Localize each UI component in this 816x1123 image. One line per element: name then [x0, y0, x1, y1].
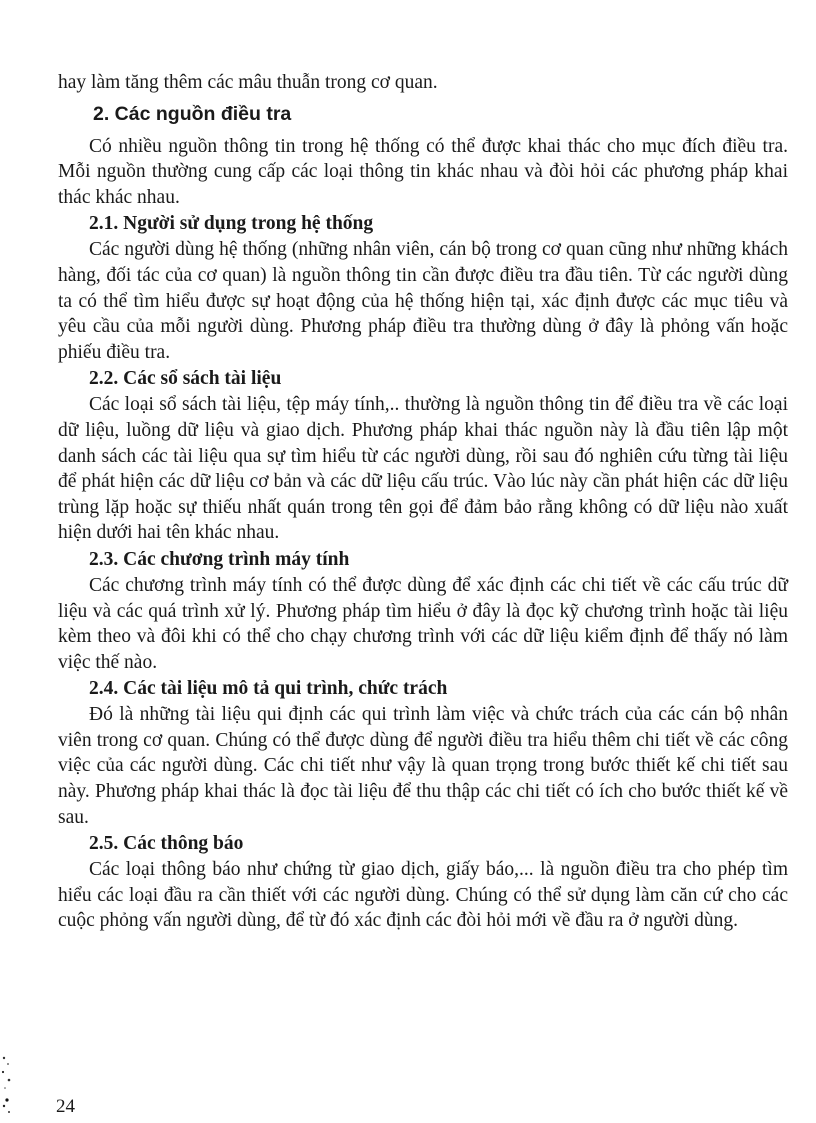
opening-line: hay làm tăng thêm các mâu thuẫn trong cơ quan. [58, 72, 438, 93]
section-title: 2. Các nguồn điều tra [93, 102, 292, 125]
page-number: 24 [56, 1096, 75, 1117]
subsection-title-2-5: 2.5. Các thông báo [89, 833, 244, 855]
subsection-body-2-3: Các chương trình máy tính có thể được dùng để xác định các chi tiết về các cấu trúc dữ liệu và các quá trình xử lý. Phương pháp tìm hiểu ở đây là đọc kỹ chương trình hoặc tài liệu kèm theo và đôi khi có thể cho chạy chương trình với các dữ liệu kiểm định để thấy nó làm việc thế nào. [58, 574, 788, 673]
subsection-title-2-1: 2.1. Người sử dụng trong hệ thống [89, 213, 374, 235]
subsection-body-2-2: Các loại sổ sách tài liệu, tệp máy tính,.. thường là nguồn thông tin để điều tra về các loại dữ liệu, luồng dữ liệu và giao dịch. Phương pháp khai thác nguồn này là đầu tiên lập một danh sách các tài liệu qua sự tìm hiểu từ các người dùng, rồi sau đó nghiên cứu từng tài liệu để phát hiện các dữ liệu cơ bản và các dữ liệu cấu trúc. Vào lúc này cần phát hiện các dữ liệu trùng lặp hoặc sự thiếu nhất quán trong tên gọi để đảm bảo rằng không có dữ liệu nào xuất hiện dưới hai tên khác nhau. [58, 394, 788, 544]
subsection-title-2-3: 2.3. Các chương trình máy tính [89, 548, 350, 570]
scan-speckle-decoration [0, 1050, 14, 1120]
page-content [58, 70, 788, 934]
subsection-body-2-1: Các người dùng hệ thống (những nhân viên, cán bộ trong cơ quan cũng như những khách hàng, đối tác của cơ quan) là nguồn thông tin cần được điều tra đầu tiên. Từ các người dùng ta có thể tìm hiểu được sự hoạt động của hệ thống hiện tại, xác định được các mục tiêu và yêu cầu của mỗi người dùng. Phương pháp điều tra thường dùng ở đây là phỏng vấn hoặc phiếu điều tra. [58, 239, 788, 363]
subsection-body-2-4: Đó là những tài liệu qui định các qui trình làm việc và chức trách của các cán bộ nhân viên trong cơ quan. Chúng có thể được dùng để người điều tra hiểu thêm chi tiết về các công việc của các người dùng. Các chi tiết như vậy là quan trọng trong bước thiết kế chi tiết sau này. Phương pháp khai thác là đọc tài liệu để thu thập các chi tiết có ích cho bước thiết kế về sau. [58, 704, 788, 828]
subsection-title-2-4: 2.4. Các tài liệu mô tả qui trình, chức trách [89, 678, 448, 700]
section-intro: Có nhiều nguồn thông tin trong hệ thống có thể được khai thác cho mục đích điều tra. Mỗi nguồn thường cung cấp các loại thông tin khác nhau và đòi hỏi các phương pháp khai thác khác nhau. [58, 135, 788, 208]
subsection-title-2-2: 2.2. Các sổ sách tài liệu [89, 368, 282, 390]
subsection-body-2-5: Các loại thông báo như chứng từ giao dịch, giấy báo,... là nguồn điều tra cho phép tìm hiểu các loại đầu ra cần thiết với các người dùng. Chúng có thể sử dụng làm căn cứ cho các cuộc phỏng vấn người dùng, để từ đó xác định các đòi hỏi mới về đầu ra ở người dùng. [58, 859, 788, 932]
